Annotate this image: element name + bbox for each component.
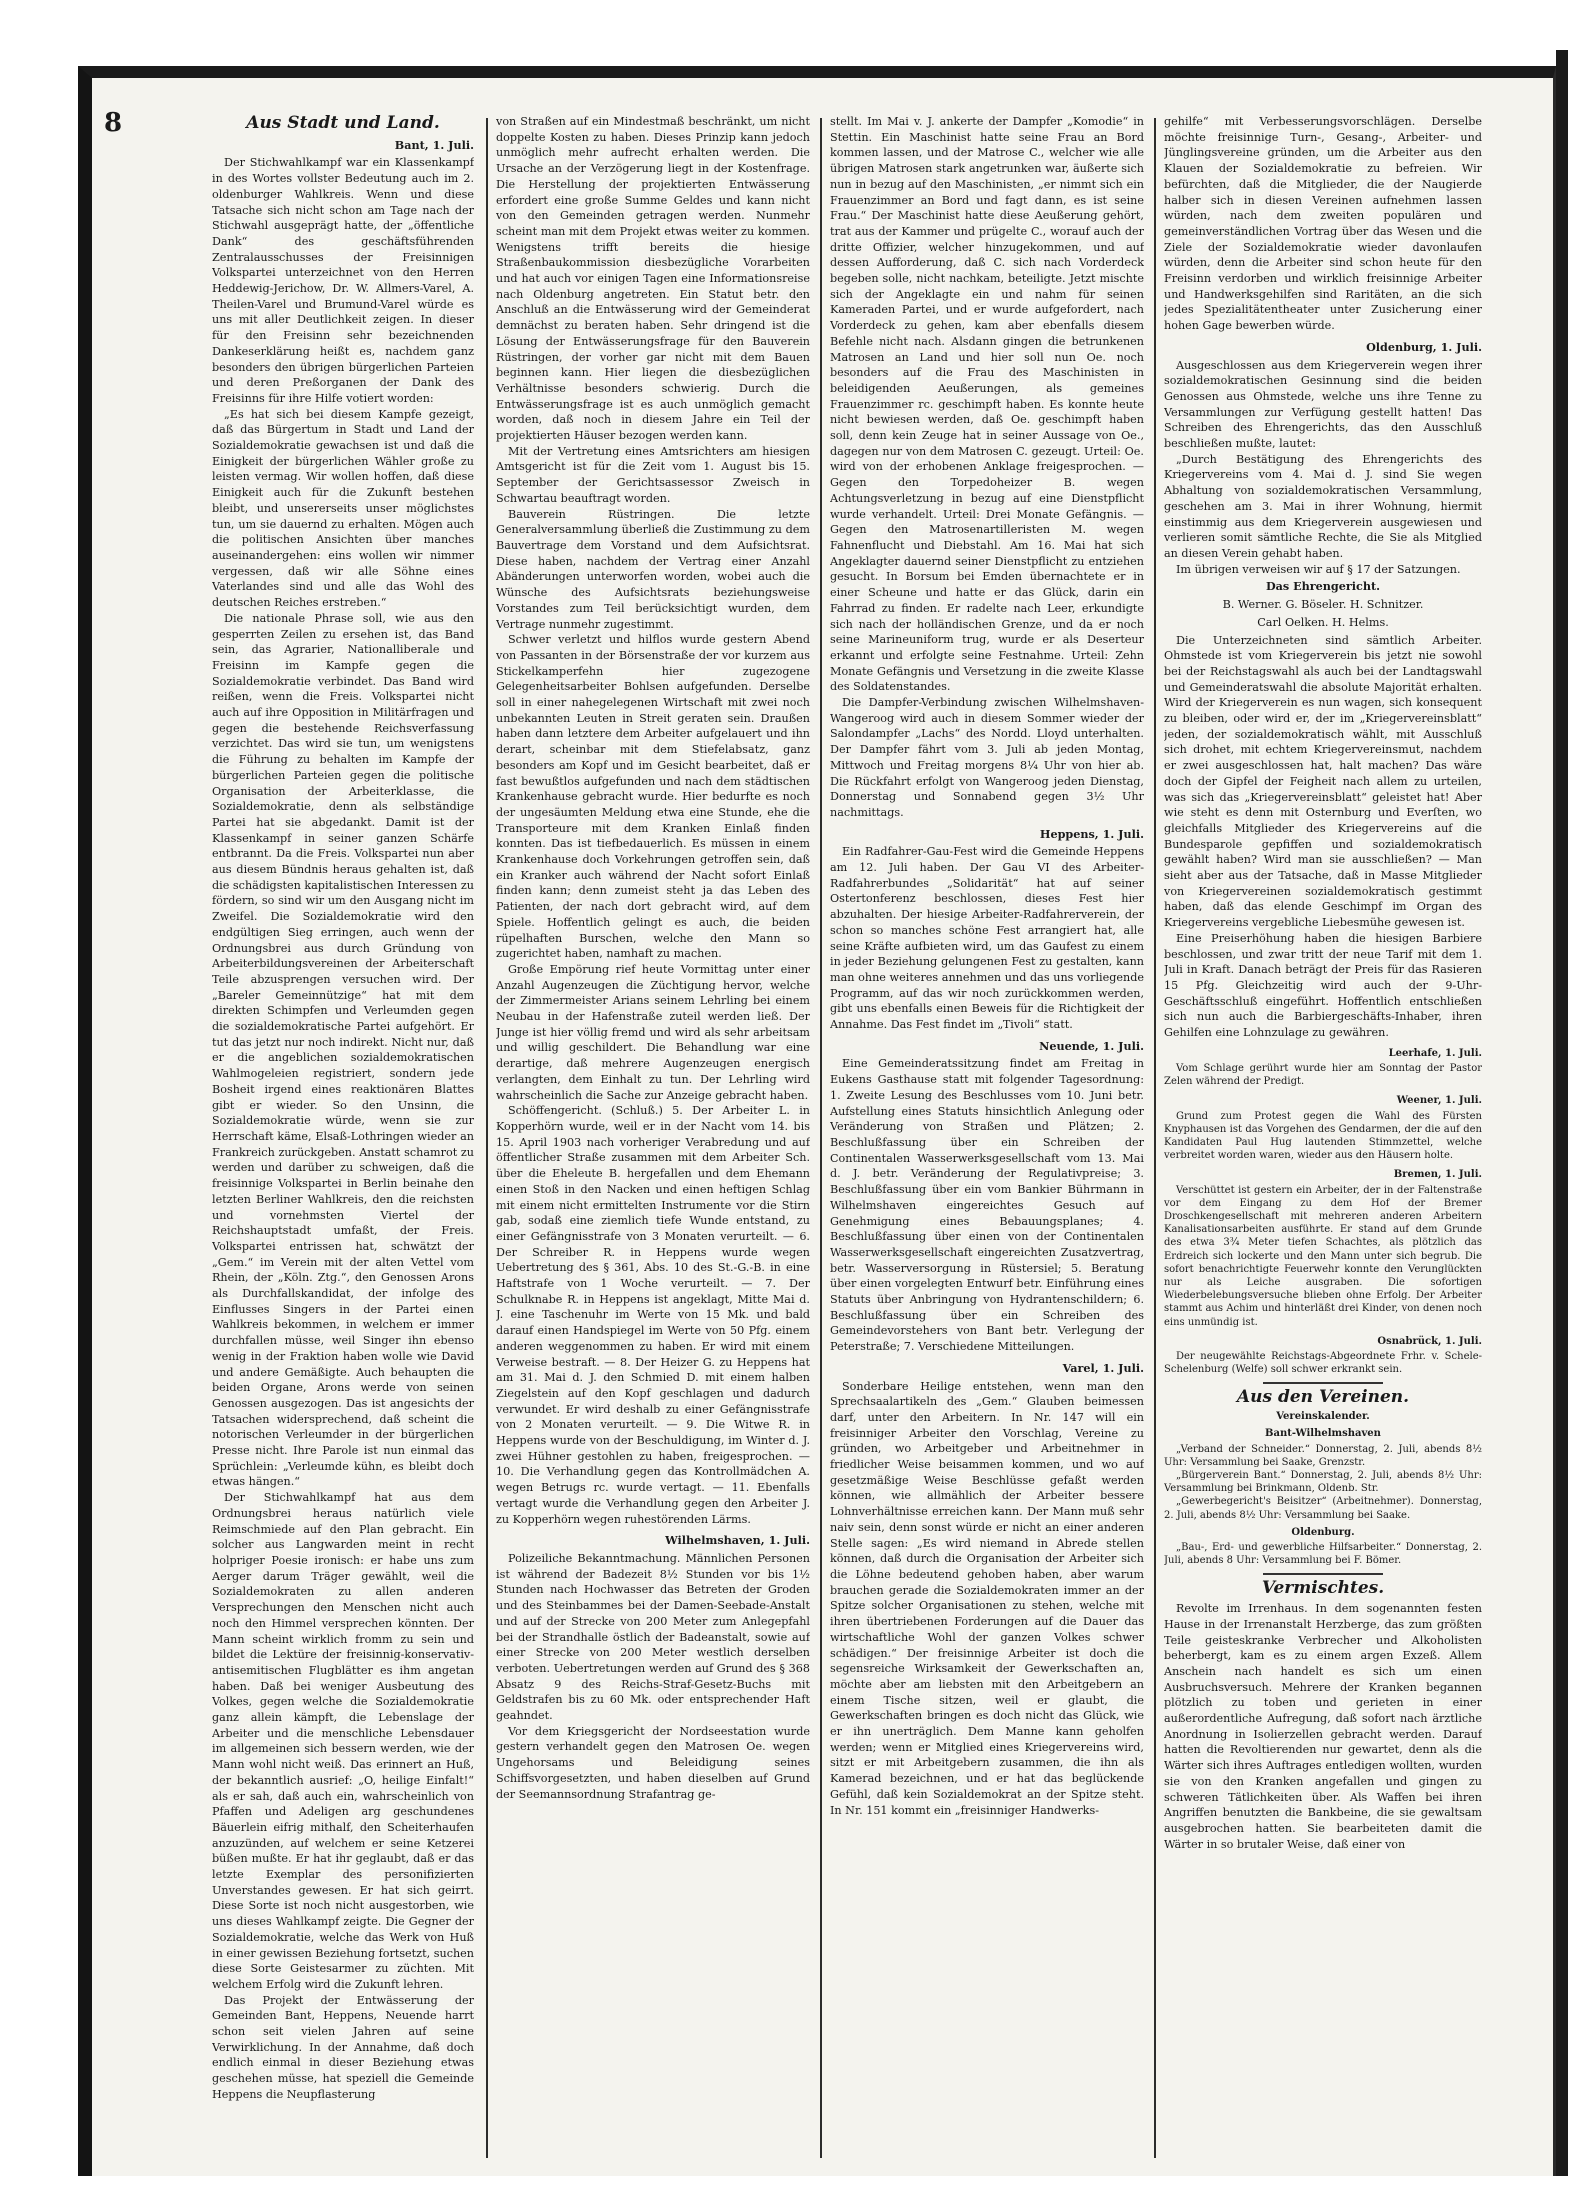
page-edge xyxy=(1556,50,1568,2176)
article-paragraph: Schöffengericht. (Schluß.) 5. Der Arbeiter L. in Kopperhörn wurde, weil er in der Nacht vom 14. bis 15. April 1903 nach vorheriger Verabredung und auf öffentlicher Straße zusammen mit dem Arbeiter Sch. über die Eheleute B. hergefallen und dem Ehemann einen Stoß in den Nacken und einen heftigen Schlag mit einem nicht ermittelten Instrumente vor die Stirn gab, sodaß eine ziemlich tiefe Wunde entstand, zu einer Gefängnisstrafe von 3 Monaten verurteilt. — 6. Der Schreiber R. in Heppens wurde wegen Uebertretung des § 361, Abs. 10 des St.-G.-B. in eine Haftstrafe von 1 Woche verurteilt. — 7. Der Schulknabe R. in Heppens ist angeklagt, Mitte Mai d. J. eine Taschenuhr im Werte von 15 Mk. und bald darauf einen Handspiegel im Werte von 50 Pfg. einem anderen weggenommen zu haben. Er wird mit einem Verweise bestraft. — 8. Der Heizer G. zu Heppens hat am 31. Mai d. J. den Schmied D. mit einem halben Ziegelstein auf den Kopf geschlagen und dadurch verwundet. Er wird deshalb zu einer Gefängnisstrafe von 2 Monaten verurteilt. — 9. Die Witwe R. in Heppens wurde von der Beschuldigung, im Winter d. J. zwei Hühner gestohlen zu haben, freigesprochen. — 10. Die Verhandlung gegen das Kontrollmädchen A. wegen Betrugs rc. wurde vertagt. — 11. Ebenfalls vertagt wurde die Verhandlung gegen den Arbeiter J. zu Kopperhörn wegen ruhestörenden Lärms. xyxy=(496,1104,810,1526)
page-number: 8 xyxy=(104,108,123,138)
section-divider xyxy=(1263,1382,1383,1384)
article-paragraph: Die nationale Phrase soll, wie aus den gesperrten Zeilen zu ersehen ist, das Band sein, das Agrarier, Nationalliberale und Freisinn im Kampfe gegen die Sozialdemokratie verbindet. Das Band wird reißen, wenn die Freis. Volkspartei nicht auch auf ihre Opposition in Militärfragen und gegen die bestehende Reichsverfassung verzichtet. Das wird sie tun, um wenigstens die Führung zu behalten im Kampfe der bürgerlichen Parteien gegen die politische Organisation der Arbeiterklasse, die Sozialdemokratie, denn als selbständige Partei hat sie abgedankt. Damit ist der Klassenkampf in seiner ganzen Schärfe entbrannt. Da die Freis. Volkspartei nun aber aus diesem Bündnis heraus gehalten ist, daß die schädigsten kapitalistischen Interessen zu fördern, so sind wir um den Ausgang nicht im Zweifel. Die Sozialdemokratie wird den endgültigen Sieg erringen, auch wenn der Ordnungsbrei aus durch Gründung von Arbeiterbildungsvereinen der Arbeiterschaft Teile abzusprengen versuchen wird. Der „Bareler Gemeinnützige“ hat mit dem direkten Schimpfen und Verleumden gegen die sozialdemokratische Partei aufgehört. Er tut das jetzt nur noch indirekt. Nicht nur, daß er die angeblichen sozialdemokratischen Wahlmogeleien registriert, sondern jede Bosheit irgend eines reaktionären Blattes gibt er wieder. So den Unsinn, die Sozialdemokratie würde, wenn sie zur Herrschaft käme, Elsaß-Lothringen wieder an Frankreich zurückgeben. Anstatt schamrot zu werden und darüber zu schweigen, daß die freisinnige Volkspartei in Berlin beinahe den letzten Berliner Wahlkreis, den die reichsten und vornehmsten Viertel der Reichshauptstadt umfaßt, der Freis. Volkspartei entrissen hat, schwätzt der „Gem.“ im Verein mit der alten Vettel vom Rhein, der „Köln. Ztg.“, den Genossen Arons als Durchfallskandidat, der infolge des Einflusses Singers in der Partei einen Wahlkreis bekommen, in welchem er immer durchfallen müsse, weil Singer ihn ebenso wenig in der Fraktion haben wolle wie David und andere Gemäßigte. Auch behaupten die beiden Organe, Arons werde von seinen Genossen ausgezogen. Das ist angesichts der Tatsachen widersprechend, daß scheint die notorischen Verleumder in der bürgerlichen Presse nicht. Ihre Parole ist nun einmal das Sprüchlein: „Verleumde kühn, es bleibt doch etwas hängen.“ xyxy=(212,611,474,1489)
article-quote: „Es hat sich bei diesem Kampfe gezeigt, daß das Bürgertum in Stadt und Land der Sozialdemokratie gewachsen ist und daß die Einigkeit der bürgerlichen Wähler große zu leisten vermag. Wir wollen hoffen, daß diese Einigkeit auch für die Zukunft bestehen bleibt, und unsererseits unser möglichstes tun, um sie dauernd zu erhalten. Mögen auch die politischen Ansichten über manches auseinandergehen: eins wollen wir nimmer vergessen, daß wir alle Söhne eines Vaterlandes sind und alle das Wohl des deutschen Reiches erstreben.“ xyxy=(212,407,474,610)
dateline-heppens: Heppens, 1. Juli. xyxy=(1039,826,1144,841)
dateline-bant: Bant, 1. Juli. xyxy=(394,137,474,152)
section-heading-stadt-land: Aus Stadt und Land. xyxy=(246,114,440,133)
calendar-event: „Bürgerverein Bant.“ Donnerstag, 2. Juli, abends 8½ Uhr: Versammlung bei Brinkmann, Oldenb. Str. xyxy=(1164,1469,1482,1495)
column-rule xyxy=(1154,118,1156,2158)
article-paragraph: Ein Radfahrer-Gau-Fest wird die Gemeinde Heppens am 12. Juli haben. Der Gau VI des Arbeiter-Radfahrerbundes „Solidarität“ hat auf seiner Ostertonferenz beschlossen, dieses Fest hier abzuhalten. Der hiesige Arbeiter-Radfahrerverein, der schon so manches schöne Fest arrangiert hat, alle seine Kräfte aufbieten wird, um das Gaufest zu einem in jeder Beziehung gelungenen Fest zu gestalten, kann man ohne weiteres annehmen und das uns vorliegende Programm, auf das wir noch zurückkommen werden, gibt uns ebenfalls einen Beweis für die Richtigkeit der Annahme. Das Fest findet im „Tivoli“ statt. xyxy=(830,845,1144,1032)
dateline-wilhelmshaven: Wilhelmshaven, 1. Juli. xyxy=(665,1533,810,1548)
news-item: Verschüttet ist gestern ein Arbeiter, der in der Faltenstraße vor dem Eingang zu dem Hof der Bremer Droschkengesellschaft mit mehreren anderen Arbeitern Kanalisationsarbeiten ausführte. Er stand auf dem Grunde des etwa 3¾ Meter tiefen Schachtes, als plötzlich das Erdreich sich lockerte und den Mann unter sich begrub. Die sofort benachrichtigte Feuerwehr konnte den Verunglückten nur als Leiche ausgraben. Die sofortigen Wiederbelebungsversuche blieben ohne Erfolg. Der Arbeiter stammt aus Achim und hinterläßt drei Kinder, von denen noch eins unmündig ist. xyxy=(1164,1184,1482,1328)
signature-names: B. Werner. G. Böseler. H. Schnitzer. xyxy=(1222,598,1424,612)
article-paragraph: Die Unterzeichneten sind sämtlich Arbeiter. Ohmstede ist vom Kriegerverein bis jetzt nie sowohl bei der Reichstagswahl als auch bei der Landtagswahl und Gemeinderatswahl die absolute Majorität erhalten. Wird der Kriegerverein es nun wagen, sich konsequent zu bleiben, oder wird er, der im „Kriegervereinsblatt“ jeden, der sozialdemokratisch wählt, mit Ausschluß sich drohet, mit echtem Kriegervereinsmut, nachdem er zwei ausgeschlossen hat, halt machen? Das wäre doch der Gipfel der Feigheit nach allem zu urteilen, was sich das „Kriegervereinsblatt“ geleistet hat! Aber wie steht es denn mit Osternburg und Everſten, wo gleichfalls Mitglieder des Kriegervereins auf die Bundesparole gepfiffen und sozialdemokratisch gewählt haben? Wird man sie ausschließen? — Man sieht aber aus der Tatsache, daß in Masse Mitglieder von Kriegervereinen sozialdemokratisch gestimmt haben, daß das elende Geschimpf im Organ des Kriegervereins vergebliche Liebesmühe gewesen ist. xyxy=(1164,633,1482,930)
article-paragraph: Vor dem Kriegsgericht der Nordseestation wurde gestern verhandelt gegen den Matrosen Oe. wegen Ungehorsams und Beleidigung seines Schiffsvorgesetzten, und haben dieselben auf Grund der Seemannsordnung Strafantrag ge- xyxy=(496,1724,810,1801)
article-paragraph: Eine Gemeinderatssitzung findet am Freitag in Eukens Gasthause statt mit folgender Tagesordnung: 1. Zweite Lesung des Beschlusses vom 10. Juni betr. Aufstellung eines Statuts hinsichtlich Anlegung oder Veränderung von Straßen und Plätzen; 2. Beschlußfassung über ein Schreiben der Continentalen Wasserwerksgesellschaft vom 13. Mai d. J. betr. Veränderung der Regulativpreise; 3. Beschlußfassung über ein vom Bankier Bührmann in Wilhelmshaven eingereichtes Gesuch auf Genehmigung eines Bebauungsplanes; 4. Beschlußfassung über einen von der Continentalen Wasserwerksgesellschaft eingereichten Zusatzvertrag, betr. Wasserversorgung in Rüstersiel; 5. Beratung über einen vorgelegten Entwurf betr. Einführung eines Statuts über Anbringung von Hydrantenschildern; 6. Beschlußfassung über ein Schreiben des Gemeindevorstehers von Bant betr. Verlegung der Peterstraße; 7. Verschiedene Mitteilungen. xyxy=(830,1057,1144,1354)
calendar-event: „Verband der Schneider.“ Donnerstag, 2. Juli, abends 8½ Uhr: Versammlung bei Saake, Grenzstr. xyxy=(1164,1443,1482,1468)
article-paragraph: Polizeiliche Bekanntmachung. Männlichen Personen ist während der Badezeit 8½ Stunden vor bis 1½ Stunden nach Hochwasser das Betreten der Groden und des Steinbammes bei der Damen-Seebade-Anstalt und auf der Strecke von 200 Meter zum Anlegepfahl bei der Strandhalle östlich der Badeanstalt, sowie auf einer Strecke von 200 Meter westlich derselben verboten. Uebertretungen werden auf Grund des § 368 Absatz 9 des Reichs-Straf-Gesetz-Buchs mit Geldstrafen bis zu 60 Mk. oder entsprechender Haft geahndet. xyxy=(496,1551,810,1723)
article-paragraph: Im übrigen verweisen wir auf § 17 der Satzungen. xyxy=(1176,562,1461,576)
news-item: Grund zum Protest gegen die Wahl des Fürsten Knyphausen ist das Vorgehen des Gendarmen, der die auf den Kandidaten Paul Hug lautenden Stimmzettel, welche verbreitet worden waren, wieder aus den Häusern holte. xyxy=(1164,1110,1482,1162)
article-paragraph: Ausgeschlossen aus dem Kriegerverein wegen ihrer sozialdemokratischen Gesinnung sind die beiden Genossen aus Ohmstede, welche uns ihre Tenne zu Versammlungen zur Verfügung gestellt hatten! Das Schreiben des Ehrengerichts, das den Ausschluß beschließen mußte, lautet: xyxy=(1164,358,1482,451)
calendar-event: „Bau-, Erd- und gewerbliche Hilfsarbeiter.“ Donnerstag, 2. Juli, abends 8 Uhr: Versammlung bei F. Bömer. xyxy=(1164,1541,1482,1567)
article-paragraph: Sonderbare Heilige entstehen, wenn man den Sprechsaalartikeln des „Gem.“ Glauben beimessen darf, unter den Arbeitern. In Nr. 147 will ein freisinniger Arbeiter den Vorschlag, Vereine zu gründen, wo Arbeitgeber und Arbeitnehmer in friedlicher Weise beisammen kommen, und wo auf gesetzmäßige Weise Beschlüsse gefaßt werden können, wie allmählich der Arbeiter bessere Lohnverhältnisse erreichen kann. Der Mann muß sehr naiv sein, denn sonst würde er nicht an einer anderen Stelle sagen: „Es wird niemand in Abrede stellen können, daß durch die Organisation der Arbeiter sich die Löhne bedeutend gehoben haben, aber warum brauchen gerade die Sozialdemokraten immer an der Spitze solcher Organisationen zu stehen, welche mit ihren übertriebenen Forderungen auf die Dauer das wirtschaftliche Wohl der ganzen Volkes schwer schädigen.“ Der freisinnige Arbeiter ist doch die segensreiche Wirksamkeit der Gewerkschaften an, möchte aber am liebsten mit den Arbeitgebern an einem Tische sitzen, weil er glaubt, die Gewerkschaften bringen es doch nicht das Glück, wie er ihn unerträglich. Dem Manne kann geholfen werden; wenn er Mitglied eines Kriegervereins wird, sitzt er mit Arbeitgebern zusammen, die ihn als Kamerad bezeichnen, und er hat das beglückende Gefühl, daß kein Sozialdemokrat an der Spitze steht. In Nr. 151 kommt ein „freisinniger Handwerks- xyxy=(830,1379,1144,1817)
column-rule xyxy=(820,118,822,2158)
news-item: Der neugewählte Reichstags-Abgeordnete Frhr. v. Schele-Schelenburg (Welfe) soll schwer erkrankt sein. xyxy=(1164,1351,1482,1376)
section-heading-vereine: Aus den Vereinen. xyxy=(1236,1387,1410,1408)
dateline-varel: Varel, 1. Juli. xyxy=(1062,1360,1144,1375)
article-paragraph: Eine Preiserhöhung haben die hiesigen Barbiere beschlossen, und zwar tritt der neue Tarif mit dem 1. Juli in Kraft. Danach beträgt der Preis für das Rasieren 15 Pfg. Gleichzeitig wird auch der 9-Uhr-Geschäftsschluß eingeführt. Hoffentlich entschließen sich nun auch die Barbiergeschäfts-Inhaber, ihren Gehilfen eine Lohnzulage zu gewähren. xyxy=(1164,931,1482,1040)
article-quote: „Durch Bestätigung des Ehrengerichts des Kriegervereins vom 4. Mai d. J. sind Sie wegen Abhaltung von sozialdemokratischen Versammlung, geschehen am 3. Mai in ihrer Wohnung, hiermit einstimmig aus dem Kriegerverein ausgewiesen und verlieren somit sämtliche Rechte, die Sie als Mitglied an diesen Verein gehabt haben. xyxy=(1164,452,1482,560)
column-rule xyxy=(486,118,488,2158)
news-item: Vom Schlage gerührt wurde hier am Sonntag der Pastor Zelen während der Predigt. xyxy=(1164,1062,1482,1088)
calendar-place: Bant-Wilhelmshaven xyxy=(1265,1428,1381,1440)
dateline-weener: Weener, 1. Juli. xyxy=(1396,1095,1482,1107)
dateline-neuende: Neuende, 1. Juli. xyxy=(1039,1038,1144,1053)
dateline-bremen: Bremen, 1. Juli. xyxy=(1393,1169,1482,1181)
article-paragraph: Bauverein Rüstringen. Die letzte Generalversammlung überließ die Zustimmung zu dem Bauvertrage dem Vorstand und dem Aufsichtsrat. Diese haben, nachdem der Vertrag einer Anzahl Abänderungen unterworfen worden, wobei auch die Wünsche des Aufsichtsrats beziehungsweise Vorstandes zum Teil berücksichtigt wurden, dem Vertrage nunmehr zugestimmt. xyxy=(496,507,810,631)
calendar-title: Vereinskalender. xyxy=(1276,1411,1370,1423)
calendar-place: Oldenburg. xyxy=(1291,1526,1355,1538)
article-paragraph: Mit der Vertretung eines Amtsrichters am hiesigen Amtsgericht ist für die Zeit vom 1. August bis 15. September der Gerichtsassessor Zweisch in Schwartau beauftragt worden. xyxy=(496,444,810,505)
dateline-leerhafe: Leerhafe, 1. Juli. xyxy=(1388,1047,1482,1059)
column-1 xyxy=(212,114,474,2164)
dateline-oldenburg: Oldenburg, 1. Juli. xyxy=(1366,339,1482,354)
article-paragraph: Revolte im Irrenhaus. In dem sogenannten festen Hause in der Irrenanstalt Herzberge, das zum größten Teile geisteskranke Verbrecher und Alkoholisten beherbergt, kam es zu einem argen Exzeß. Allem Anschein nach handelt es sich um einen Ausbruchsversuch. Mehrere der Kranken begannen plötzlich zu toben und gerieten in einer außerordentliche Aufregung, daß sofort nach ärztliche Anordnung in Isolierzellen gebracht werden. Darauf hatten die Revoltierenden nur gewartet, denn als die Wärter sich ihres Auftrages entledigen wollten, wurden sie von den Kranken angefallen und gingen zu schweren Tätlichkeiten über. Als Waffen bei ihren Angriffen benutzten die Bankbeine, die sie gewaltsam ausgebrochen hatten. Sie bearbeiteten damit die Wärter in so brutaler Weise, daß einer von xyxy=(1164,1602,1482,1851)
section-divider xyxy=(1263,1573,1383,1575)
article-paragraph: Große Empörung rief heute Vormittag unter einer Anzahl Augenzeugen die Züchtigung hervor, welche der Zimmermeister Arians seinem Lehrling bei einem Neubau in der Hafenstraße zuteil werden ließ. Der Junge ist hier völlig fremd und wird als sehr arbeitsam und willig geschildert. Die Behandlung war eine derartige, daß mehrere Augenzeugen energisch verlangten, dem Einhalt zu tun. Der Lehrling wird wahrscheinlich die Sache zur Anzeige gebracht haben. xyxy=(496,962,810,1102)
article-paragraph: Schwer verletzt und hilflos wurde gestern Abend von Passanten in der Börsenstraße der vor kurzem aus Stickelkamperfehn hier zugezogene Gelegenheitsarbeiter Bohlsen aufgefunden. Derselbe soll in einer nahegelegenen Wirtschaft mit zwei noch unbekannten Leuten in Streit geraten sein. Draußen haben dann letztere dem Arbeiter aufgelauert und ihn derart, scheinbar mit dem Stiefelabsatz, ganz besonders am Kopf und im Gesicht bearbeitet, daß er fast bewußtlos aufgefunden und nach dem städtischen Krankenhause gebracht wurde. Hier bedurfte es noch der ungesäumten Meldung etwa eine Stunde, ehe die Transporteure mit dem Kranken Einlaß finden konnten. Das ist tiefbedauerlich. Es müssen in einem Krankenhause doch Vorkehrungen getroffen sein, daß ein Kranker auch während der Nacht sofort Einlaß finden kann; denn zumeist steht ja das Leben des Patienten, der nach dort gebracht wird, auf dem Spiele. Hoffentlich gelingt es auch, die beiden rüpelhaften Burschen, welche den Mann so zugerichtet haben, namhaft zu machen. xyxy=(496,633,810,961)
column-2 xyxy=(496,114,810,2164)
article-paragraph: Der Stichwahlkampf war ein Klassenkampf in des Wortes vollster Bedeutung auch im 2. oldenburger Wahlkreis. Wenn und diese Tatsache sich nicht schon am Tage nach der Stichwahl ausgeprägt hatte, der „öffentliche Dank“ des geschäftsführenden Zentralausschusses der Freisinnigen Volkspartei unterzeichnet von den Herren Heddewig-Jerichow, Dr. W. Allmers-Varel, A. Theilen-Varel und Brumund-Varel würde es uns mit aller Deutlichkeit zeigen. In dieser für den Freisinn sehr bezeichnenden Dankeserklärung heißt es, nachdem ganz besonders den übrigen bürgerlichen Parteien und deren Preßorganen der Dank des Freisinns für ihre Hilfe votiert worden: xyxy=(212,156,474,405)
article-paragraph: stellt. Im Mai v. J. ankerte der Dampfer „Komodie“ in Stettin. Ein Maschinist hatte seine Frau an Bord kommen lassen, und der Matrose C., welcher wie alle übrigen Matrosen stark angetrunken war, äußerte sich nun in bezug auf den Maschinisten, „er nimmt sich ein Frauenzimmer an Bord und fagt dann, es ist seine Frau.“ Der Maschinist hatte diese Aeußerung gehört, trat aus der Kammer und prügelte C., worauf auch der dritte Offizier, welcher hinzugekommen, und auf dessen Aufforderung, daß C. sich nach Vorderdeck begeben solle, nicht nachkam, beteiligte. Jetzt mischte sich der Angeklagte ein und nahm für seinen Kameraden Partei, und er wurde aufgefordert, nach Vorderdeck zu gehen, kam aber ebenfalls diesem Befehle nicht nach. Alsdann gingen die betrunkenen Matrosen an Land und hier soll nun Oe. noch besonders auf die Frau des Maschinisten in beleidigenden Aeußerungen, als gemeines Frauenzimmer rc. geschimpft haben. Es konnte heute nicht bewiesen werden, daß Oe. geschimpft haben soll, denn kein Zeuge hat in seiner Aussage von Oe., dagegen nur von dem Matrosen C. gezeugt. Urteil: Oe. wird von der erhobenen Anklage freigesprochen. — Gegen den Torpedoheizer B. wegen Achtungsverletzung in bezug auf eine Dienstpflicht wurde verhandelt. Urteil: Drei Monate Gefängnis. — Gegen den Matrosenartilleristen M. wegen Fahnenflucht und Diebstahl. Am 16. Mai hat sich Angeklagter dauernd seiner Dienstpflicht zu entziehen gesucht. In Borsum bei Emden übernachtete er in einer Scheune und hatte er das Glück, darin ein Fahrrad zu finden. Er radelte nach Leer, erkundigte sich nach der holländischen Grenze, und da er noch seine Marineuniform trug, wurde er als Deserteur erkannt und erfolgte seine Festnahme. Urteil: Zehn Monate Gefängnis und Versetzung in die zweite Klasse des Soldatenstandes. xyxy=(830,115,1144,694)
calendar-event: „Gewerbegericht's Beisitzer“ (Arbeitnehmer). Donnerstag, 2. Juli, abends 8½ Uhr: Versammlung bei Saake. xyxy=(1164,1496,1482,1521)
dateline-osnabrueck: Osnabrück, 1. Juli. xyxy=(1377,1335,1482,1347)
signature-names: Carl Oelken. H. Helms. xyxy=(1257,615,1389,629)
article-paragraph: Die Dampfer-Verbindung zwischen Wilhelmshaven-Wangeroog wird auch in diesem Sommer wieder der Salondampfer „Lachs“ des Nordd. Lloyd unterhalten. Der Dampfer fährt vom 3. Juli ab jeden Montag, Mittwoch und Freitag morgens 8¼ Uhr von hier ab. Die Rückfahrt erfolgt von Wangeroog jeden Dienstag, Donnerstag und Sonnabend gegen 3½ Uhr nachmittags. xyxy=(830,696,1144,819)
article-paragraph: Das Projekt der Entwässerung der Gemeinden Bant, Heppens, Neuende harrt schon seit vielen Jahren auf seine Verwirklichung. In der Annahme, daß doch endlich einmal in dieser Beziehung etwas geschehen müsse, hat speziell die Gemeinde Heppens die Neupflasterung xyxy=(212,1993,474,2101)
column-4 xyxy=(1164,114,1482,2164)
article-paragraph: gehilfe“ mit Verbesserungsvorschlägen. Derselbe möchte freisinnige Turn-, Gesang-, Arbeiter- und Jünglingsvereine gründen, um die Arbeiter aus den Klauen der Sozialdemokratie zu befreien. Wir befürchten, daß die Mitglieder, die der Naugierde halber sich in diesen Vereinen aufnehmen lassen würden, nach dem zweiten populären und gemeinverständlichen Vortrag über das Wesen und die Ziele der Sozialdemokratie wieder davonlaufen würden, denn die Arbeiter sind schon heute für den Freisinn verdorben und wirklich freisinnige Arbeiter und Handwerksgehilfen sind Raritäten, an die sich jedes Spezialitätentheater unter Zusicherung einer hohen Gage bewerben würde. xyxy=(1164,115,1482,333)
newspaper-page xyxy=(78,66,1556,2176)
section-heading-vermischtes: Vermischtes. xyxy=(1261,1578,1385,1599)
column-3 xyxy=(830,114,1144,2164)
article-paragraph: Der Stichwahlkampf hat aus dem Ordnungsbrei heraus natürlich viele Reimschmiede auf den Plan gebracht. Ein solcher aus Langwarden meint in recht holpriger Poesie ironisch: er habe uns zum Aerger darum Träger gewählt, weil die Sozialdemokraten zu allen anderen Versprechungen den Menschen nicht auch noch den Himmel versprechen könnten. Der Mann scheint wirklich fromm zu sein und bildet die Lektüre der freisinnig-konservativ-antisemitischen Flugblätter es ihm angetan haben. Daß bei weniger Ausbeutung des Volkes, gegen welche die Sozialdemokratie ganz allein kämpft, die Lebenslage der Arbeiter und die menschliche Lebensdauer im allgemeinen sich bessern werden, wie der Mann wohl nicht weiß. Das erinnert an Huß, der bekanntlich ausrief: „O, heilige Einfalt!“ als er sah, daß auch ein, wahrscheinlich von Pfaffen und Adeligen arg geschundenes Bäuerlein eifrig mithalf, den Scheiterhaufen anzuzünden, auf welchem er seine Ketzerei büßen mußte. Er hat ihr geglaubt, daß er das letzte Exemplar des personifizierten Unverstandes gewesen. Er hat sich geirrt. Diese Sorte ist noch nicht ausgestorben, wie uns dieses Wahlkampf zeigte. Die Gegner der Sozialdemokratie, welche das Werk von Huß in einer gewissen Beziehung fortsetzt, suchen diese Sorte Geistesarmer zu züchten. Mit welchem Erfolg wird die Zukunft lehren. xyxy=(212,1491,474,1991)
signature-title: Das Ehrengericht. xyxy=(1265,579,1381,594)
article-paragraph: von Straßen auf ein Mindestmaß beschränkt, um nicht doppelte Kosten zu haben. Dieses Prinzip kann jedoch unmöglich mehr aufrecht erhalten werden. Die Ursache an der Verzögerung liegt in der Kostenfrage. Die Herstellung der projektierten Entwässerung erfordert eine große Summe Geldes und kann nicht von den Gemeinden getragen werden. Nunmehr scheint man mit dem Projekt etwas weiter zu kommen. Wenigstens trifft bereits die hiesige Straßenbaukommission diesbezügliche Vorarbeiten und hat auch vor einigen Tagen eine Informationsreise nach Oldenburg angetreten. Ein Statut betr. den Anschluß an die Entwässerung wird der Gemeinderat demnächst zu beraten haben. Sehr dringend ist die Lösung der Entwässerungsfrage für den Bauverein Rüstringen, der vorher gar nicht mit dem Bauen beginnen kann. Hier liegen die diesbezüglichen Verhältnisse besonders schwierig. Durch die Entwässerungsfrage ist es auch unmöglich gemacht worden, daß noch in diesem Jahre ein Teil der projektierten Häuser bezogen werden kann. xyxy=(496,115,810,443)
